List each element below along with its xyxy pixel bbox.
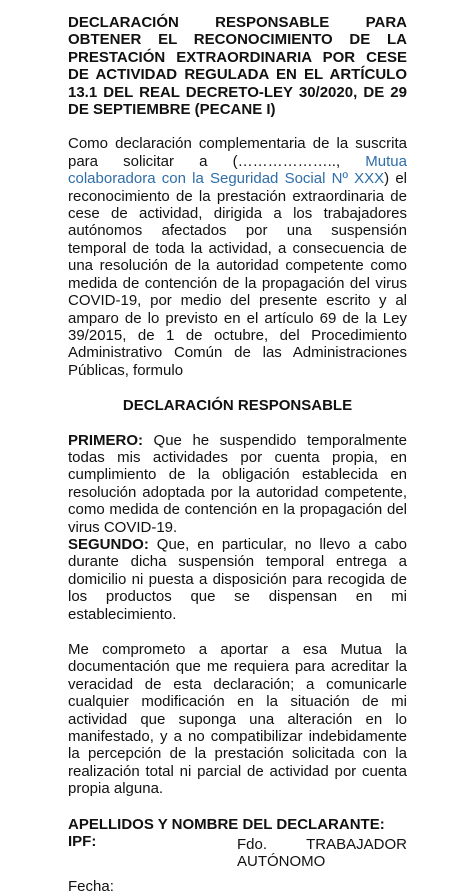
signature-role-word1: TRABAJADOR: [306, 836, 407, 853]
signature-role-word2: AUTÓNOMO: [237, 853, 326, 871]
document-title: DECLARACIÓN RESPONSABLE PARA OBTENER EL RECONOCIMIENTO DE LA PRESTACIÓN EXTRAORDINARIA POR CESE DE ACTIVIDAD REGULADA EN EL ARTÍCULO 13.1 DEL REAL DECRETO-LEY 30/2020, DE 29 DE SEPTIEMBRE (PECANE I): [68, 14, 407, 119]
declarant-id-label: IPF:: [68, 833, 97, 851]
date-label: Fecha:: [68, 878, 114, 896]
signature-line: [237, 836, 407, 853]
segundo-label: SEGUNDO:: [68, 535, 149, 553]
commitment-paragraph: Me comprometo a aportar a esa Mutua la documentación que me requiera para acreditar la veracidad de esta declaración; a comunicarle cualquier modificación en la situación de mi actividad que suponga una alteración en lo manifestado, y a no compatibilizar indebidamente la percepción de la prestación solicitada con la realización total ni parcial de actividad por cuenta propia alguna.: [68, 641, 407, 798]
intro-text-end: ) el reconocimiento de la prestación extraordinaria de cese de actividad, dirigida a los trabajadores autónomos afectados por una suspensión temporal de toda la actividad, a consecuencia de una resolución de la autoridad competente como medida de contención de la propagación del virus COVID-19, por medio del presente escrito y al amparo de lo previsto en el artículo 69 de la Ley 39/2015, de 1 de octubre, del Procedimiento Administrativo Común de las Administraciones Públicas, formulo: [68, 170, 408, 379]
mutua-name-link[interactable]: Mutua colaboradora con la Seguridad Social Nº XXX: [68, 152, 407, 188]
primero-text: Que he suspendido temporalmente todas mis actividades por cuenta propia, en cumplimiento de la obligación establecida en resolución adoptada por la autoridad competente, como medida de contención en la propagación del virus COVID-19.: [68, 431, 407, 536]
signature-fdo: Fdo.: [237, 836, 268, 853]
document-body: [68, 14, 407, 896]
primero-label: PRIMERO:: [68, 431, 143, 449]
intro-text-start: Como declaración complementaria de la suscrita para solicitar a (………………..,: [68, 135, 407, 170]
declarant-name-label: APELLIDOS Y NOMBRE DEL DECLARANTE:: [68, 815, 385, 833]
primero-paragraph: [68, 432, 407, 536]
intro-paragraph: [68, 135, 407, 379]
segundo-text: Que, en particular, no llevo a cabo durante dicha suspensión temporal entrega a domicilio ni puesta a disposición para recogida de los productos que se dispensan en mi establecimiento.: [68, 535, 407, 623]
signature-block: [237, 836, 407, 871]
segundo-paragraph: [68, 536, 407, 623]
section-heading: DECLARACIÓN RESPONSABLE: [122, 397, 353, 415]
